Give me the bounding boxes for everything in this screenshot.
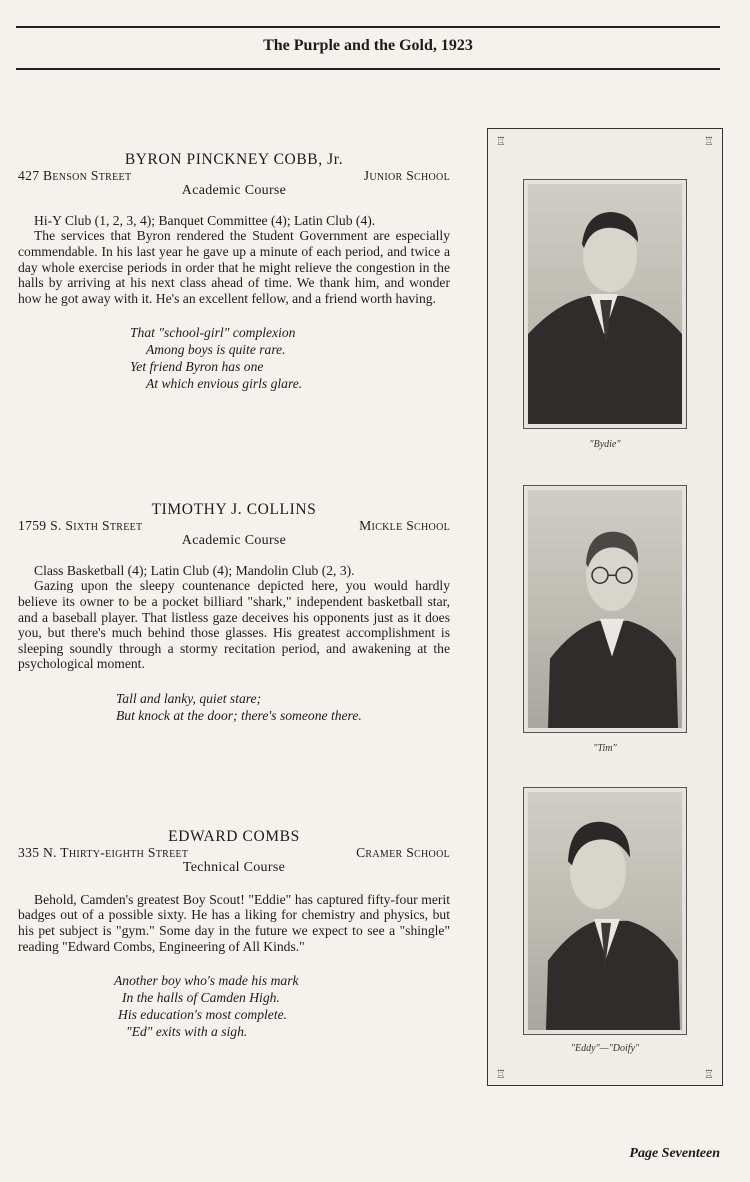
verse-line: At which envious girls glare. (146, 376, 303, 392)
ornament-icon: ♖ (496, 135, 506, 148)
previous-school: Cramer School (356, 844, 450, 860)
verse-line: Yet friend Byron has one (130, 359, 264, 375)
header-rule (16, 68, 720, 70)
top-rule (16, 26, 720, 28)
student-name: EDWARD COMBS (168, 828, 300, 845)
portrait-photo (528, 184, 682, 424)
verse-line: "Ed" exits with a sigh. (126, 1024, 248, 1040)
course-name: Technical Course (182, 860, 286, 876)
photo-strip (487, 128, 723, 1086)
student-name: TIMOTHY J. COLLINS (151, 501, 317, 518)
verse-line: Another boy who's made his mark (114, 973, 299, 989)
verse (114, 972, 450, 1040)
nickname-caption: "Tim" (593, 743, 617, 754)
portrait-frame-cobb (523, 179, 687, 429)
verse-line: But knock at the door; there's someone there. (116, 707, 362, 723)
previous-school: Mickle School (359, 517, 450, 533)
address-line (18, 845, 450, 861)
portrait-frame-combs (523, 787, 687, 1035)
activities-text: Hi-Y Club (1, 2, 3, 4); Banquet Committee (4); Latin Club (4). (34, 212, 376, 228)
biography-text: The services that Byron rendered the Student Government are especially commendable. In his last year he gave up a minute of each period, and twice a day whole exercise periods in order that he might relieve the congestion in the halls by arriving at his next class ahead of time. We thank him, and wonder how he got away with it. He's an excellent fellow, and a friend worth having. (18, 228, 450, 306)
page-number: Page Seventeen (629, 1146, 720, 1161)
verse (130, 324, 450, 392)
course-name: Academic Course (181, 183, 287, 199)
portrait-frame-collins (523, 485, 687, 733)
street-address: 427 Benson Street (18, 167, 132, 183)
biography-text: Behold, Camden's greatest Boy Scout! "Eddie" has captured fifty-four merit badges out of a possible sixty. He has a liking for chemistry and physics, but his pet subject is "gym." Some day in the future we expect to see a "shingle" reading "Edward Combs, Engineering of All Kinds." (18, 891, 450, 954)
street-address: 335 N. Thirty-eighth Street (18, 844, 189, 860)
verse-line: Tall and lanky, quiet stare; (116, 690, 262, 706)
verse (116, 690, 450, 724)
portrait-photo (528, 490, 682, 728)
verse-line: In the halls of Camden High. (122, 990, 280, 1006)
activities-text: Class Basketball (4); Latin Club (4); Mandolin Club (2, 3). (34, 562, 355, 578)
previous-school: Junior School (363, 167, 450, 183)
biography-text: Gazing upon the sleepy countenance depicted here, you would hardly believe its owner to be a pocket billiard "shark," independent basketball star, and a baseball player. That listless gaze deceives his opponents just as it does you, but there's much behind those glasses. His greatest accomplishment is sleeping soundly through a stormy recitation period, and awakening at the psychological moment. (18, 578, 450, 672)
running-header: The Purple and the Gold, 1923 (263, 37, 473, 54)
address-line (18, 168, 450, 184)
portrait-photo (528, 792, 682, 1030)
verse-line: Among boys is quite rare. (146, 342, 286, 358)
student-entry-combs (18, 829, 450, 1040)
student-entry-collins (18, 502, 450, 724)
student-name: BYRON PINCKNEY COBB, Jr. (124, 151, 344, 168)
ornament-icon: ♖ (704, 1068, 714, 1081)
course-name: Academic Course (181, 533, 287, 549)
nickname-caption: "Eddy"—"Doify" (570, 1043, 640, 1054)
ornament-icon: ♖ (704, 135, 714, 148)
student-entry-cobb (18, 152, 450, 392)
ornament-icon: ♖ (496, 1068, 506, 1081)
verse-line: His education's most complete. (118, 1007, 288, 1023)
nickname-caption: "Bydie" (589, 439, 621, 450)
address-line (18, 518, 450, 534)
verse-line: That "school-girl" complexion (130, 325, 296, 341)
street-address: 1759 S. Sixth Street (18, 517, 143, 533)
